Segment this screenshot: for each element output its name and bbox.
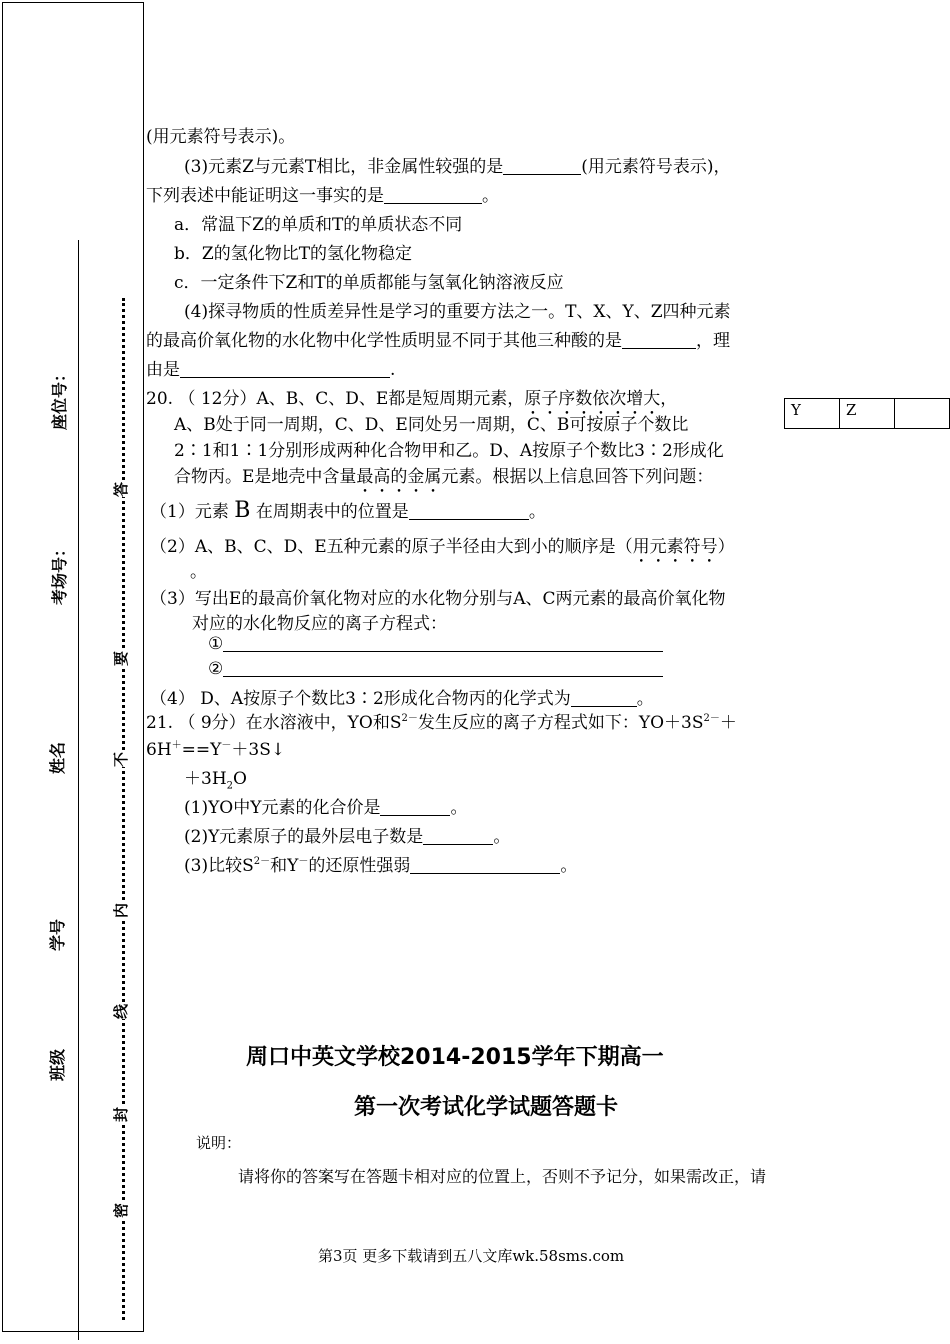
q19-option-b: b．Z的氢化物比T的氢化物稳定 (174, 244, 413, 264)
warning-char: 不 (112, 751, 131, 768)
warning-char: 线 (112, 1003, 131, 1020)
q19-line-f: 由是 . (146, 360, 396, 380)
answer-card-title-2: 第一次考试化学试题答题卡 (354, 1095, 619, 1120)
q20-sub-2: （2）A、B、C、D、E五种元素的原子半径由大到小的顺序是（用元素符号） (150, 537, 735, 557)
q20-sub-1: （1）元素 B 在周期表中的位置是 。 (150, 498, 546, 523)
seat-label: 座位号： (50, 365, 70, 431)
q20-line-2: A、B处于同一周期，C、D、E同处另一周期，C、B可按原子个数比 (174, 415, 689, 435)
page-footer: 第3页 更多下载请到五八文库wk.58sms.com (318, 1247, 625, 1265)
q19-line-e: 的最高价氧化物的水化物中化学性质明显不同于其他三种酸的是 ，理 (146, 331, 730, 351)
q21-sub-2: (2)Y元素原子的最外层电子数是 。 (184, 827, 511, 847)
q19-line-d: (4)探寻物质的性质差异性是学习的重要方法之一。T、X、Y、Z四种元素 (184, 302, 731, 322)
q19-line-b: (3)元素Z与元素T相比，非金属性较强的是 (用元素符号表示)， (184, 157, 731, 177)
q21-sub-1: (1)YO中Y元素的化合价是 。 (184, 798, 468, 818)
q21-line-2: 6H＋==Y－＋3S↓ (146, 740, 286, 760)
q20-equation-1: ① (208, 634, 663, 654)
table-cell: Z (840, 399, 895, 429)
binding-solid-line (78, 240, 79, 1340)
q20-sub-2-end: 。 (190, 562, 207, 582)
q20-line-1: 20. （ 12分）A、B、C、D、E都是短周期元素，原子序数依次增大， (146, 389, 678, 409)
exam-room-label: 考场号： (50, 540, 70, 606)
answer-card-title-1: 周口中英文学校2014-2015学年下期高一 (246, 1045, 664, 1070)
q20-sub-3: （3）写出E的最高价氧化物对应的水化物分别与A、C两元素的最高价氧化物 (150, 589, 726, 609)
name-label: 姓名 (48, 741, 68, 775)
q20-equation-2: ② (208, 659, 663, 679)
student-no-label: 学号 (48, 918, 68, 952)
warning-char: 要 (112, 650, 131, 667)
warning-char: 封 (112, 1106, 131, 1123)
warning-char: 内 (112, 902, 131, 919)
q19-line-a: (用元素符号表示)。 (146, 127, 296, 147)
class-label: 班级 (48, 1048, 68, 1082)
q20-sub-4: （4） D、A按原子个数比3∶2形成化合物丙的化学式为 。 (150, 689, 654, 709)
note-label: 说明： (196, 1134, 242, 1152)
q21-line-1: 21. （ 9分）在水溶液中，YO和$S^{2-}$发生反应的离子方程式如下：$YO+3S^{2-}+$ (146, 713, 737, 733)
q21-line-3: $+3H_2O$ (184, 769, 247, 792)
note-text: 请将你的答案写在答题卡相对应的位置上，否则不予记分，如果需改正，请 (238, 1167, 767, 1186)
warning-char: 密 (112, 1202, 131, 1219)
q20-sub-3-cont: 对应的水化物反应的离子方程式： (192, 614, 447, 634)
q19-option-a: a．常温下Z的单质和T的单质状态不同 (174, 215, 463, 235)
q20-line-4: 合物丙。E是地壳中含量最高的金属元素。根据以上信息回答下列问题： (174, 467, 714, 487)
element-table (784, 398, 950, 429)
q20-line-3: 2∶1和1∶1分别形成两种化合物甲和乙。D、A按原子个数比3∶2形成化 (174, 441, 724, 461)
table-cell: Y (785, 399, 840, 429)
warning-char: 答 (112, 481, 131, 498)
q19-option-c: c．一定条件下Z和T的单质都能与氢氧化钠溶液反应 (174, 273, 564, 293)
seal-dotted-line (122, 298, 125, 1320)
q21-sub-3: (3)比较$S^{2-}$和Y－的还原性强弱 。 (184, 856, 578, 876)
table-cell (895, 399, 950, 429)
q19-line-c: 下列表述中能证明这一事实的是 。 (146, 186, 499, 206)
